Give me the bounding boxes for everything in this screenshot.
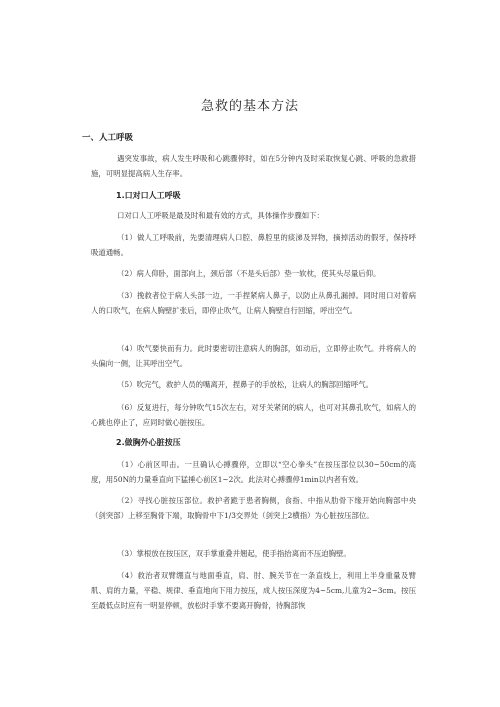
step-paragraph: （2）病人仰卧，面部向上，颈后部（不是头后部）垫一软枕，使其头尽量后仰。 bbox=[117, 269, 381, 278]
step-paragraph: （4）救治者双臂绷直与地面垂直，肩、肘、腕关节在一条直线上，利用上半身重量及臂肌、肩的力量，平稳、规律、垂直地向下用力按压，成人按压深度为4~5cm,儿童为2~3cm。按压至最低点时应有一明显停顿，放松时手掌不要离开胸骨，待胸部恢 bbox=[91, 571, 416, 610]
step-paragraph: （2）寻找心脏按压部位。救护者跪于患者胸侧，食指、中指从肋骨下缘开始向胸部中央（剑突部）上移至胸骨下端，取胸骨中下1/3交界处（剑突上2横指）为心脏按压部位。 bbox=[91, 496, 416, 520]
step-paragraph: （4）吹气要快而有力。此时要密切注意病人的胸部，如动后，立即停止吹气。并将病人的头偏向一侧，让其呼出空气。 bbox=[91, 344, 416, 368]
step-paragraph: （3）挽救者位于病人头部一边，一手捏紧病人鼻子，以防止从鼻孔漏掉。同时用口对着病人的口吹气，在病人胸壁扩张后，即停止吹气，让病人胸壁自行回缩，呼出空气。 bbox=[91, 291, 416, 315]
step-paragraph: （6）反复进行，每分钟吹气15次左右，对牙关紧闭的病人，也可对其鼻孔吹气，如病人的心跳也停止了，应同时做心脏按压。 bbox=[91, 403, 416, 427]
subsection-intro: 口对口人工呼吸是最及时和最有效的方式，具体操作步骤如下： bbox=[117, 211, 324, 220]
step-paragraph: （1）做人工呼吸前，先要清理病人口腔、鼻腔里的痰涕及异物，摘掉活动的假牙，保持呼吸道通畅。 bbox=[91, 233, 416, 257]
page-title: 急救的基本方法 bbox=[200, 99, 299, 114]
step-paragraph: （5）吹完气，救护人员的嘴离开，捏鼻子的手放松，让病人的胸部回缩呼气。 bbox=[117, 380, 373, 389]
section1-intro: 遇突发事故，病人发生呼吸和心跳骤停时，如在5分钟内及时采取恢复心跳、呼吸的急救措施，可明显提高病人生存率。 bbox=[91, 154, 416, 178]
section-heading-artificial-respiration: 一、人工呼吸 bbox=[82, 133, 134, 143]
subsection-heading-mouth-to-mouth: 1.口对口人工呼吸 bbox=[116, 191, 181, 200]
step-paragraph: （1）心前区叩击。一旦确认心搏骤停，立即以“空心拳头”在按压部位以30~50cm的高度，用50N的力量垂直向下猛捶心前区1~2次。此法对心搏骤停1min以内者有效。 bbox=[91, 460, 416, 484]
step-paragraph: （3）掌根放在按压区，双手掌重叠并翘起，使手指抬离而不压迫胸壁。 bbox=[117, 549, 351, 558]
subsection-heading-chest-compression: 2.做胸外心脏按压 bbox=[116, 438, 181, 447]
